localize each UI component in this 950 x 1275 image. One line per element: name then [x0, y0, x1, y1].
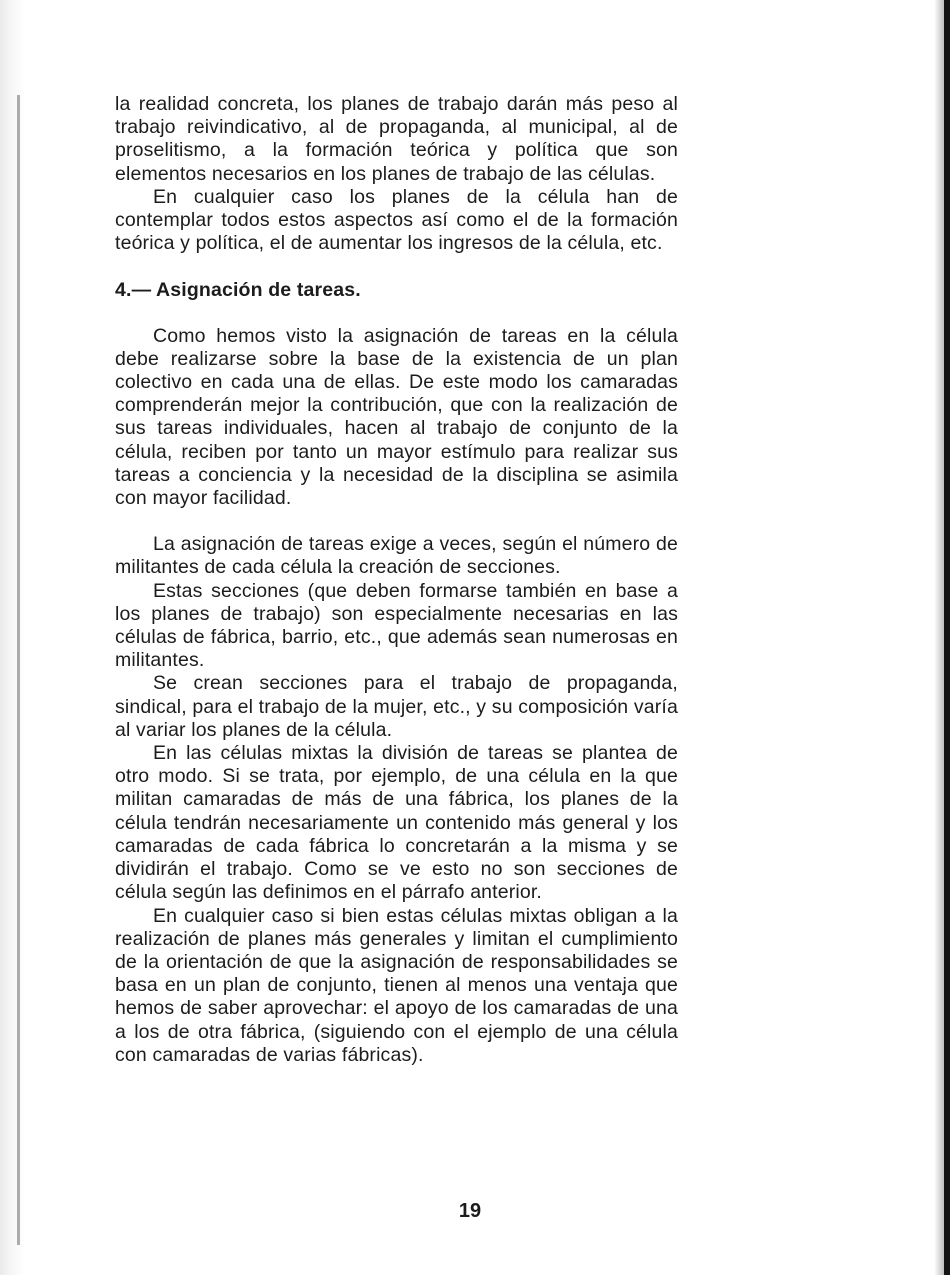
page-binding-shadow	[17, 95, 20, 1245]
page-right-shadow	[934, 0, 944, 1275]
section-heading: 4.— Asignación de tareas.	[115, 279, 361, 302]
paragraph: Estas secciones (que deben formarse también en base a los planes de trabajo) son especialmente necesarias en las células de fábrica, barrio, etc., que además sean numerosas en militantes.	[115, 579, 678, 672]
paragraph: La asignación de tareas exige a veces, según el número de militantes de cada célula la creación de secciones.	[115, 533, 678, 579]
page-number: 19	[458, 1200, 482, 1222]
paragraph: En las células mixtas la división de tareas se plantea de otro modo. Si se trata, por ejemplo, de una célula en la que militan camaradas de más de una fábrica, los planes de la célula tendrán necesariamente un contenido más general y los camaradas de cada fábrica lo concretarán a la misma y se dividirán el trabajo. Como se ve esto no son secciones de célula según las definimos en el párrafo anterior.	[115, 742, 678, 904]
body-text	[115, 93, 678, 1067]
page-right-edge	[944, 0, 950, 1275]
paragraph-continued: la realidad concreta, los planes de trabajo darán más peso al trabajo reivindicativo, al de propaganda, al municipal, al de proselitismo, a la formación teórica y política que son elementos necesarios en los planes de trabajo de las células.	[115, 93, 678, 185]
paragraph: En cualquier caso si bien estas células mixtas obligan a la realización de planes más generales y limitan el cumplimiento de la orientación de que la asignación de responsabilidades se basa en un plan de conjunto, tienen al menos una ventaja que hemos de saber aprovechar: el apoyo de los camaradas de una a los de otra fábrica, (siguiendo con el ejemplo de una célula con camaradas de varias fábricas).	[115, 904, 678, 1066]
paragraph: En cualquier caso los planes de la célula han de contemplar todos estos aspectos así como el de la formación teórica y política, el de aumentar los ingresos de la célula, etc.	[115, 185, 678, 255]
page-left-edge	[0, 0, 26, 1275]
paragraph: Como hemos visto la asignación de tareas en la célula debe realizarse sobre la base de la existencia de un plan colectivo en cada una de ellas. De este modo los camaradas comprenderán mejor la contribución, que con la realización de sus tareas individuales, hacen al trabajo de conjunto de la célula, reciben por tanto un mayor estímulo para realizar sus tareas a conciencia y la necesidad de la disciplina se asimila con mayor facilidad.	[115, 324, 678, 510]
paragraph: Se crean secciones para el trabajo de propaganda, sindical, para el trabajo de la mujer, etc., y su composición varía al variar los planes de la célula.	[115, 672, 678, 741]
